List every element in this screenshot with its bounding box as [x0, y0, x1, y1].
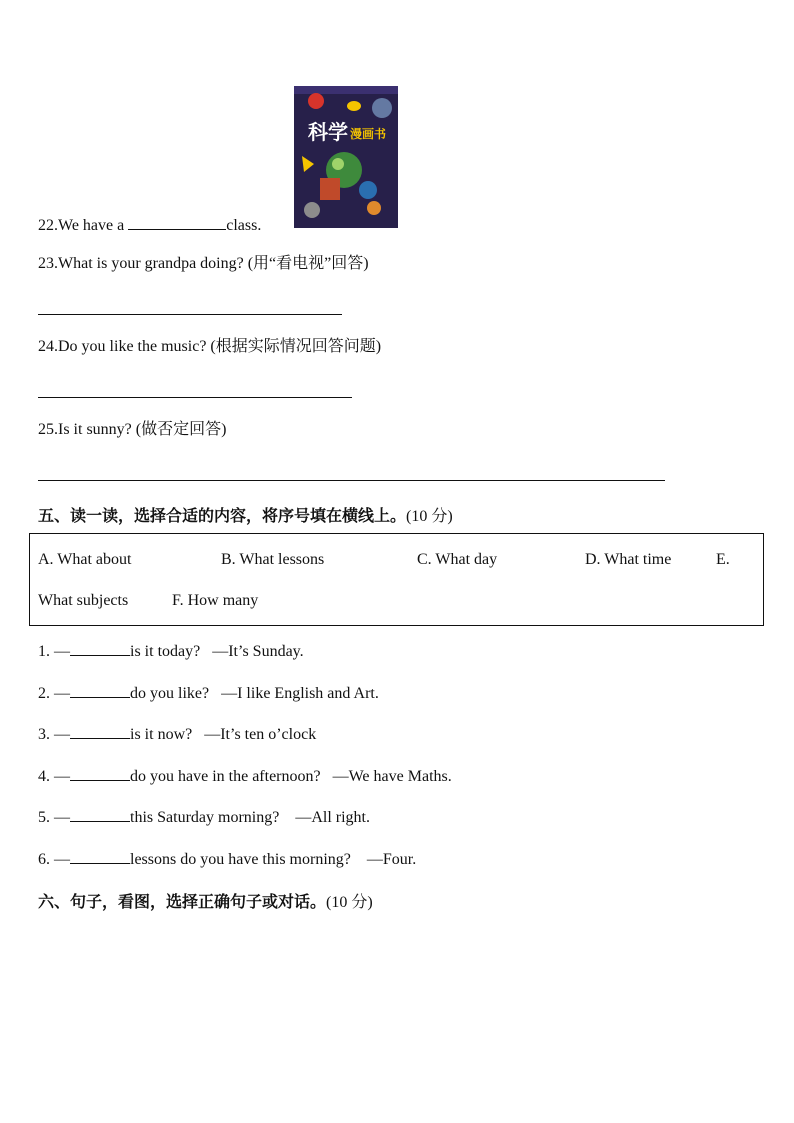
q25-answer-line[interactable] [38, 480, 665, 481]
cover-subtitle: 漫画书 [350, 127, 387, 141]
section-5-score: (10 分) [406, 508, 453, 525]
section-6-score: (10 分) [326, 894, 373, 911]
question-24: 24.Do you like the music? (根据实际情况回答问题) [38, 338, 382, 355]
q1-blank[interactable] [70, 640, 130, 656]
option-f: F. How many [172, 592, 259, 609]
fill-question-3 [38, 723, 316, 745]
q6-blank[interactable] [70, 848, 130, 864]
q23-answer-line[interactable] [38, 314, 342, 315]
q1-number: 1. — [38, 643, 70, 660]
option-e: E. [716, 551, 730, 568]
options-box [29, 533, 764, 626]
q22-suffix: class. [226, 217, 262, 234]
q4-blank[interactable] [70, 765, 130, 781]
question-23: 23.What is your grandpa doing? (用“看电视”回答) [38, 255, 369, 272]
q5-number: 5. — [38, 809, 70, 826]
q24-answer-line[interactable] [38, 397, 352, 398]
option-d: D. What time [585, 551, 672, 568]
q6-answer: —Four. [366, 851, 417, 868]
fill-question-6 [38, 848, 416, 870]
question-22 [38, 214, 261, 236]
fill-question-5 [38, 806, 370, 828]
option-a: A. What about [38, 551, 132, 568]
q4-answer: —We have Maths. [332, 768, 452, 785]
q6-question: lessons do you have this morning? [130, 851, 351, 868]
fill-question-1 [38, 640, 304, 662]
book-cover-image [294, 86, 398, 228]
section-5-title: 五、读一读，选择合适的内容，将序号填在横线上。 [38, 506, 407, 525]
option-c: C. What day [417, 551, 498, 568]
q2-question: do you like? [130, 685, 210, 702]
q2-number: 2. — [38, 685, 70, 702]
section-5-heading [38, 503, 453, 526]
cover-title: 科学 [308, 120, 348, 144]
q3-answer: —It’s ten o’clock [204, 726, 317, 743]
q5-answer: —All right. [295, 809, 370, 826]
q1-question: is it today? [130, 643, 201, 660]
option-b: B. What lessons [221, 551, 325, 568]
q5-question: this Saturday morning? [130, 809, 280, 826]
option-e-text: What subjects [38, 592, 129, 609]
question-25: 25.Is it sunny? (做否定回答) [38, 421, 227, 438]
q22-prefix: 22.We have a [38, 217, 129, 234]
q5-blank[interactable] [70, 806, 130, 822]
fill-question-4 [38, 765, 452, 787]
q1-answer: —It’s Sunday. [212, 643, 304, 660]
q3-blank[interactable] [70, 723, 130, 739]
q4-question: do you have in the afternoon? [130, 768, 321, 785]
q2-blank[interactable] [70, 682, 130, 698]
q22-blank[interactable] [128, 214, 226, 230]
book-cover-illustration [294, 86, 398, 228]
section-6-title: 六、句子，看图，选择正确句子或对话。 [38, 892, 327, 911]
q3-question: is it now? [130, 726, 193, 743]
q2-answer: —I like English and Art. [221, 685, 379, 702]
q6-number: 6. — [38, 851, 70, 868]
fill-question-2 [38, 682, 379, 704]
section-6-heading [38, 889, 373, 912]
q4-number: 4. — [38, 768, 70, 785]
q3-number: 3. — [38, 726, 70, 743]
